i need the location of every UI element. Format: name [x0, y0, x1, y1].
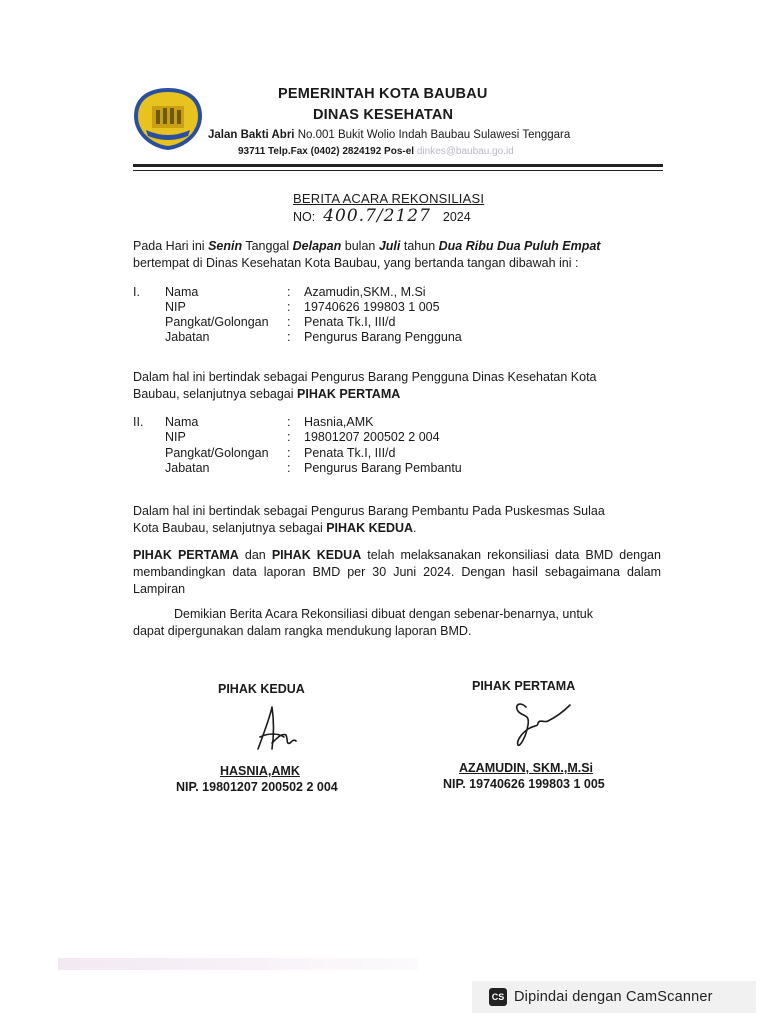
agreement-conjunction: dan [244, 548, 266, 562]
signature-name-right: AZAMUDIN, SKM.,M.Si [459, 761, 594, 775]
number-label: NO: [293, 210, 316, 224]
scan-artifact [58, 958, 418, 970]
camscanner-logo-icon: CS [489, 988, 507, 1006]
agreement-role-second: PIHAK KEDUA [271, 548, 362, 562]
letterhead-rule-thick [133, 164, 663, 167]
colon: : [287, 330, 291, 344]
party1-role: PIHAK PERTAMA [297, 387, 401, 401]
agreement-role-first: PIHAK PERTAMA [133, 548, 239, 562]
colon: : [287, 285, 291, 299]
party2-value-name: Hasnia,AMK [304, 415, 374, 429]
document-number [293, 206, 471, 226]
opening-line-2: bertempat di Dinas Kesehatan Kota Baubau, yang bertanda tangan dibawah ini : [133, 256, 579, 270]
party1-value-rank: Penata Tk.I, III/d [304, 315, 396, 329]
party1-description [133, 369, 661, 403]
opening-text: tahun [403, 239, 436, 253]
colon: : [287, 430, 291, 444]
address-detail: No.001 Bukit Wolio Indah Baubau Sulawesi Tenggara [297, 129, 571, 141]
signature-left-image [250, 703, 300, 755]
signature-name-left: HASNIA,AMK [220, 764, 300, 778]
closing-line-1: Demikian Berita Acara Rekonsiliasi dibuat dengan sebenar-benarnya, untuk [174, 607, 594, 621]
party1-numeral: I. [133, 285, 140, 299]
party1-desc-line-2 [133, 386, 661, 403]
party1-desc-text: Baubau, selanjutnya sebagai [133, 387, 294, 401]
letterhead-rule-thin [133, 170, 663, 171]
party2-label-nip: NIP [165, 430, 186, 444]
letterhead-contact [238, 146, 514, 157]
camscanner-text: Dipindai dengan CamScanner [514, 989, 713, 1005]
party1-label-rank: Pangkat/Golongan [165, 315, 269, 329]
opening-text: Pada Hari ini [133, 239, 205, 253]
party2-numeral: II. [133, 415, 144, 429]
email-label: Pos-el [384, 146, 415, 157]
closing-line-2: dapat dipergunakan dalam rangka mendukung laporan BMD. [133, 624, 472, 638]
opening-paragraph [133, 238, 661, 272]
party2-value-position: Pengurus Barang Pembantu [304, 461, 462, 475]
opening-date: Delapan [292, 239, 342, 253]
signature-right-image [508, 695, 574, 753]
signature-role-right: PIHAK PERTAMA [472, 679, 576, 693]
signature-nip-right: NIP. 19740626 199803 1 005 [443, 777, 605, 791]
opening-text: Tanggal [245, 239, 290, 253]
colon: : [287, 461, 291, 475]
party2-desc-line-1: Dalam hal ini bertindak sebagai Pengurus Barang Pembantu Pada Puskesmas Sulaa [133, 504, 605, 518]
opening-text: bulan [344, 239, 376, 253]
colon: : [287, 300, 291, 314]
party1-label-position: Jabatan [165, 330, 210, 344]
document-title: BERITA ACARA REKONSILIASI [293, 191, 485, 206]
signature-nip-left: NIP. 19801207 200502 2 004 [176, 780, 338, 794]
party1-label-nip: NIP [165, 300, 186, 314]
agreement-paragraph [133, 547, 661, 598]
camscanner-badge [472, 981, 756, 1013]
opening-day: Senin [208, 239, 243, 253]
number-handwritten: 400.7/2127 [323, 206, 431, 226]
party2-desc-end: . [413, 521, 417, 535]
number-year: 2024 [442, 210, 471, 224]
party2-role: PIHAK KEDUA [326, 521, 414, 535]
email-address: dinkes@baubau.go.id [416, 146, 514, 157]
letterhead-agency: DINAS KESEHATAN [313, 107, 454, 123]
colon: : [287, 415, 291, 429]
party1-value-name: Azamudin,SKM., M.Si [304, 285, 426, 299]
party1-value-position: Pengurus Barang Pengguna [304, 330, 462, 344]
colon: : [287, 446, 291, 460]
city-emblem-logo [132, 86, 204, 152]
party2-desc-line-2 [133, 520, 661, 537]
address-street: Jalan Bakti Abri [208, 129, 295, 141]
party2-label-name: Nama [165, 415, 199, 429]
party2-value-rank: Penata Tk.I, III/d [304, 446, 396, 460]
letterhead-government: PEMERINTAH KOTA BAUBAU [278, 86, 488, 102]
party2-label-position: Jabatan [165, 461, 210, 475]
party2-description [133, 503, 661, 537]
signature-role-left: PIHAK KEDUA [218, 682, 305, 696]
party2-value-nip: 19801207 200502 2 004 [304, 430, 440, 444]
party1-desc-line-1: Dalam hal ini bertindak sebagai Pengurus Barang Pengguna Dinas Kesehatan Kota [133, 370, 597, 384]
party1-value-nip: 19740626 199803 1 005 [304, 300, 440, 314]
party1-label-name: Nama [165, 285, 199, 299]
contact-phone: 93711 Telp.Fax (0402) 2824192 [238, 146, 382, 157]
agreement-text: telah melaksanakan rekonsiliasi data BMD dengan membandingkan data laporan BMD per 30 Juni 2024. Dengan hasil sebagaimana dalam Lampiran [133, 548, 661, 596]
opening-month: Juli [378, 239, 401, 253]
closing-paragraph [133, 606, 661, 640]
opening-year: Dua Ribu Dua Puluh Empat [438, 239, 601, 253]
letterhead-address [208, 129, 570, 141]
colon: : [287, 315, 291, 329]
party2-label-rank: Pangkat/Golongan [165, 446, 269, 460]
party2-desc-text: Kota Baubau, selanjutnya sebagai [133, 521, 323, 535]
opening-line-1 [133, 238, 661, 255]
